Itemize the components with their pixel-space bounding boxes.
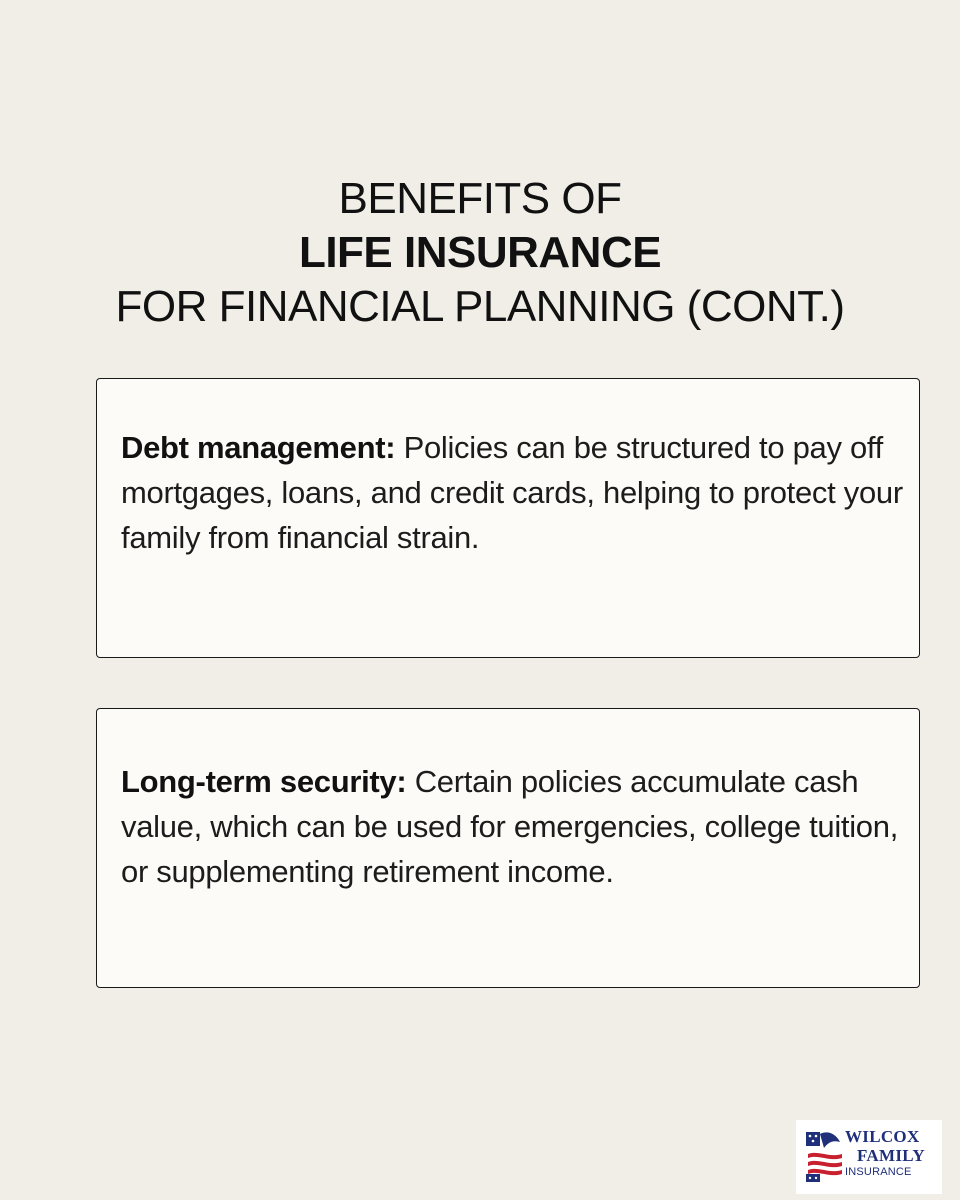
benefit-card-long-term-security	[96, 708, 920, 988]
company-logo	[796, 1120, 942, 1194]
page-title	[0, 172, 960, 334]
eagle-flag-icon	[806, 1128, 844, 1184]
benefit-card-text	[121, 759, 909, 894]
title-line-3: FOR FINANCIAL PLANNING (CONT.)	[115, 282, 845, 331]
title-line-1: BENEFITS OF	[338, 174, 622, 223]
benefit-card-body: Certain policies accumulate cash value, which can be used for emergencies, college tuition, or supplementing retirement income.	[121, 764, 899, 889]
logo-wordmark	[845, 1128, 925, 1178]
title-line-2: LIFE INSURANCE	[298, 228, 662, 277]
benefit-card-text	[121, 425, 909, 560]
logo-line-2: FAMILY	[857, 1146, 925, 1165]
benefit-card-label: Debt management:	[121, 430, 396, 465]
benefit-card-label: Long-term security:	[121, 764, 407, 799]
logo-line-1: WILCOX	[845, 1127, 920, 1146]
logo-line-3: INSURANCE	[845, 1166, 912, 1178]
benefit-card-body: Policies can be structured to pay off mortgages, loans, and credit cards, helping to protect your family from financial strain.	[121, 430, 903, 555]
benefit-card-debt-management	[96, 378, 920, 658]
